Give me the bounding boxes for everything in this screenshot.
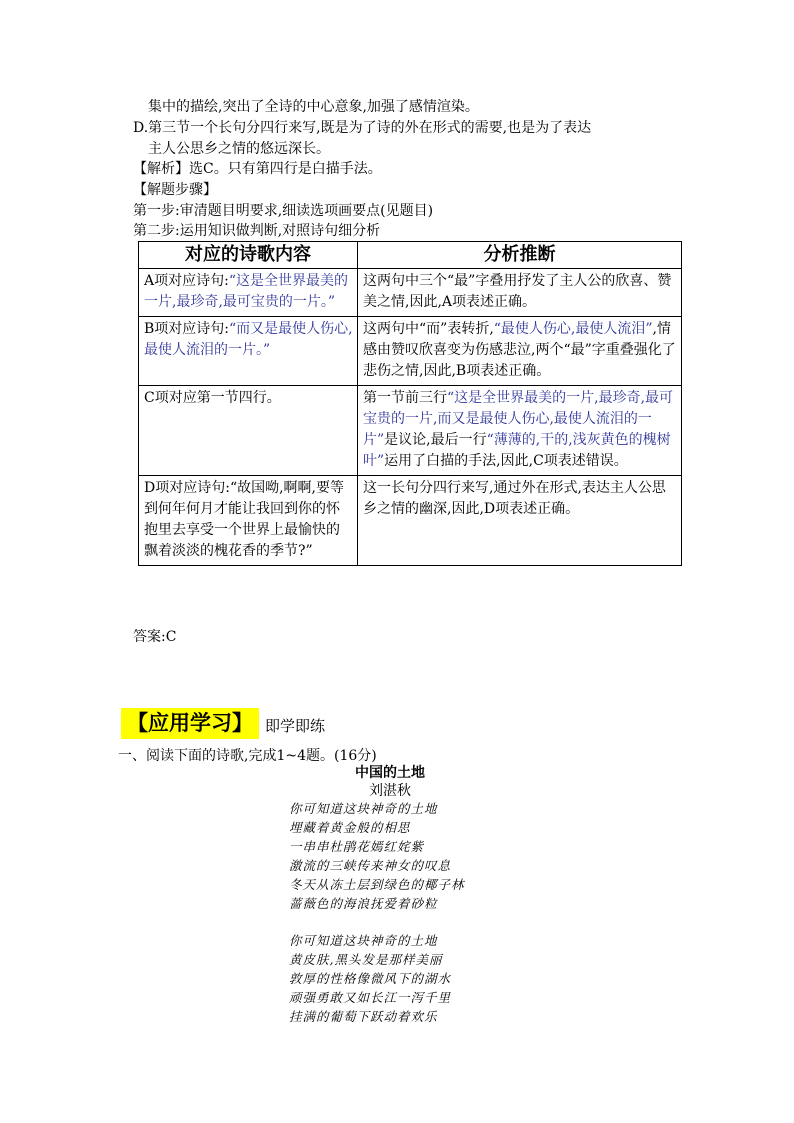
- table-cell-poem: [139, 476, 358, 566]
- cell-text: ,情感由赞叹欣喜变为伤感悲泣,两个“最”字重叠强化了悲伤之情,因此,B项表述正确。: [363, 321, 676, 379]
- table-cell-analysis: 这两句中三个“最”字叠用抒发了主人公的欣喜、赞美之情,因此,A项表述正确。: [358, 269, 682, 317]
- cell-quote: “这是全世界最美的一片,最珍奇,最可宝贵的一片,而又是最使人伤心,最使人流泪的一片”: [363, 390, 674, 448]
- table-cell-poem: C项对应第一节四行。: [139, 386, 358, 476]
- poem-line: 你可知道这块神奇的土地: [289, 801, 438, 816]
- poem-line: 埋藏着黄金般的相思: [289, 820, 411, 835]
- poem-title: 中国的土地: [355, 765, 425, 781]
- steps-title: 【解题步骤】: [133, 182, 217, 198]
- cell-prefix: A项对应诗句:: [144, 273, 229, 289]
- poem-line: 顽强勇敢又如长江一泻千里: [289, 990, 452, 1005]
- poem-line: 冬天从冻土层到绿色的椰子林: [289, 877, 465, 892]
- poem-line: 挂满的葡萄下跃动着欢乐: [289, 1009, 438, 1024]
- table-cell-analysis: [358, 317, 682, 386]
- poem-author: 刘湛秋: [369, 783, 411, 799]
- poem-line: 蔷薇色的海浪抚爱着砂粒: [289, 896, 438, 911]
- poem-line: 激流的三峡传来神女的叹息: [289, 858, 452, 873]
- cell-text: 第一节前三行: [363, 390, 447, 406]
- table-row: [139, 269, 682, 317]
- table-cell-analysis: [358, 386, 682, 476]
- question-prompt: 一、阅读下面的诗歌,完成1~4题。(16分): [118, 748, 377, 764]
- answer-text: 答案:C: [133, 629, 177, 645]
- poem-stanza-2: [289, 931, 451, 1026]
- poem-line: 一串串杜鹃花嫣红姹紫: [289, 839, 425, 854]
- table-header-poem: 对应的诗歌内容: [139, 242, 358, 269]
- step-one: 第一步:审清题目明要求,细读选项画要点(见题目): [133, 203, 434, 219]
- section-banner: 【应用学习】: [121, 708, 259, 739]
- intro-line: 集中的描绘,突出了全诗的中心意象,加强了感情渲染。: [148, 99, 479, 115]
- poem-line: 你可知道这块神奇的土地: [289, 933, 438, 948]
- option-d-line2: 主人公思乡之情的悠远深长。: [148, 141, 330, 157]
- cell-quote: “薄薄的,干的,浅灰黄色的槐树叶”: [363, 432, 671, 469]
- table-cell-poem: [139, 317, 358, 386]
- table-row: [139, 386, 682, 476]
- cell-prefix: B项对应诗句:: [144, 321, 230, 337]
- poem-line: 敦厚的性格像微风下的湖水: [289, 971, 452, 986]
- table-cell-poem: [139, 269, 358, 317]
- cell-text: 这两句中“而”表转折,: [363, 321, 494, 337]
- step-two: 第二步:运用知识做判断,对照诗句细分析: [133, 223, 381, 239]
- section-banner-tail: 即学即练: [265, 717, 326, 735]
- cell-quote: “故国呦,啊啊,要等到何年何月才能让我回到你的怀抱里去享受一个世界上最愉快的飘着淡淡的槐花香的季节?”: [144, 480, 345, 559]
- analysis-text: 【解析】选C。只有第四行是白描手法。: [133, 161, 382, 177]
- table-row: [139, 317, 682, 386]
- poem-stanza-1: [289, 799, 465, 913]
- cell-quote: “而又是最使人伤心,最使人流泪的一片。”: [144, 321, 353, 358]
- cell-prefix: D项对应诗句:: [144, 480, 230, 496]
- poem-line: 黄皮肤,黑头发是那样美丽: [289, 952, 443, 967]
- table-header-row: [139, 242, 682, 269]
- analysis-table: [138, 241, 682, 566]
- cell-quote: “这是全世界最美的一片,最珍奇,最可宝贵的一片。”: [144, 273, 348, 310]
- cell-text: 运用了白描的手法,因此,C项表述错误。: [384, 453, 628, 469]
- cell-text: 是议论,最后一行: [384, 432, 487, 448]
- table-cell-analysis: 这一长句分四行来写,通过外在形式,表达主人公思乡之情的幽深,因此,D项表述正确。: [358, 476, 682, 566]
- table-row: [139, 476, 682, 566]
- cell-quote: “最使人伤心,最使人流泪”: [493, 321, 653, 337]
- table-header-analysis: 分析推断: [358, 242, 682, 269]
- option-d-line1: D.第三节一个长句分四行来写,既是为了诗的外在形式的需要,也是为了表达: [133, 120, 592, 136]
